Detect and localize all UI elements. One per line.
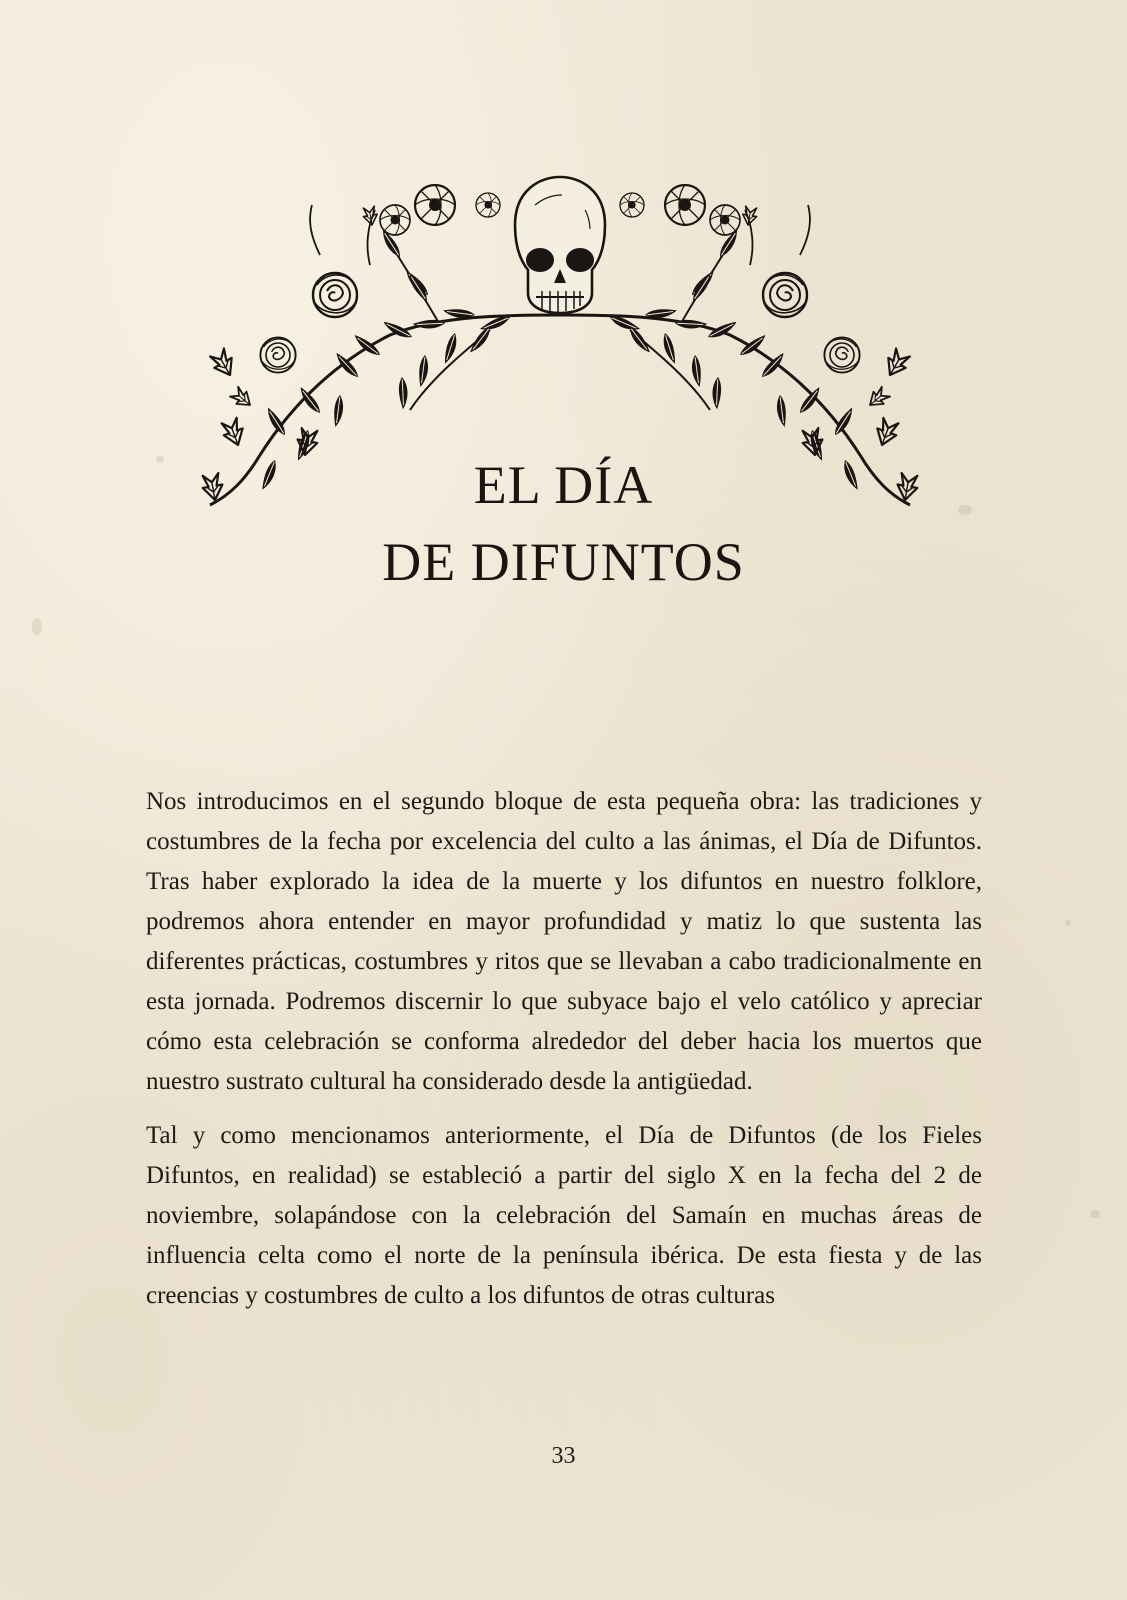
chapter-title-line-1: EL DÍA bbox=[473, 455, 654, 515]
paper-stain bbox=[1090, 1210, 1100, 1218]
skull-icon bbox=[515, 177, 605, 313]
paper-stain bbox=[32, 618, 42, 636]
page-number: 33 bbox=[551, 1443, 576, 1469]
paragraph-1: Nos introducimos en el segundo bloque de esta pequeña obra: las tradiciones y costumbres de la fecha por excelencia del culto a las ánimas, el Día de Difuntos. Tras haber explorado la idea de la muerte y los difuntos en nuestro folklore, podremos ahora entender en mayor profundidad y matiz lo que sustenta las diferentes prácticas, costumbres y ritos que se llevaban a cabo tradicionalmente en esta jornada. Podremos discernir lo que subyace bajo el velo católico y apreciar cómo esta celebración se conforma alrededor del deber hacia los muertos que nuestro sustrato cultural ha considerado desde la antigüedad. bbox=[146, 788, 982, 1095]
paper-stain bbox=[1065, 920, 1071, 926]
body-text bbox=[146, 782, 982, 1330]
paragraph-2: Tal y como mencionamos anteriormente, el Día de Difuntos (de los Fieles Difuntos, en realidad) se estableció a partir del siglo X en la fecha del 2 de noviembre, solapándose con la celebración del Samaín en muchas áreas de influencia celta como el norte de la península ibérica. De esta fiesta y de las creencias y costumbres de culto a los difuntos de otras culturas bbox=[146, 1122, 982, 1309]
chapter-title-line-2: DE DIFUNTOS bbox=[382, 532, 745, 592]
